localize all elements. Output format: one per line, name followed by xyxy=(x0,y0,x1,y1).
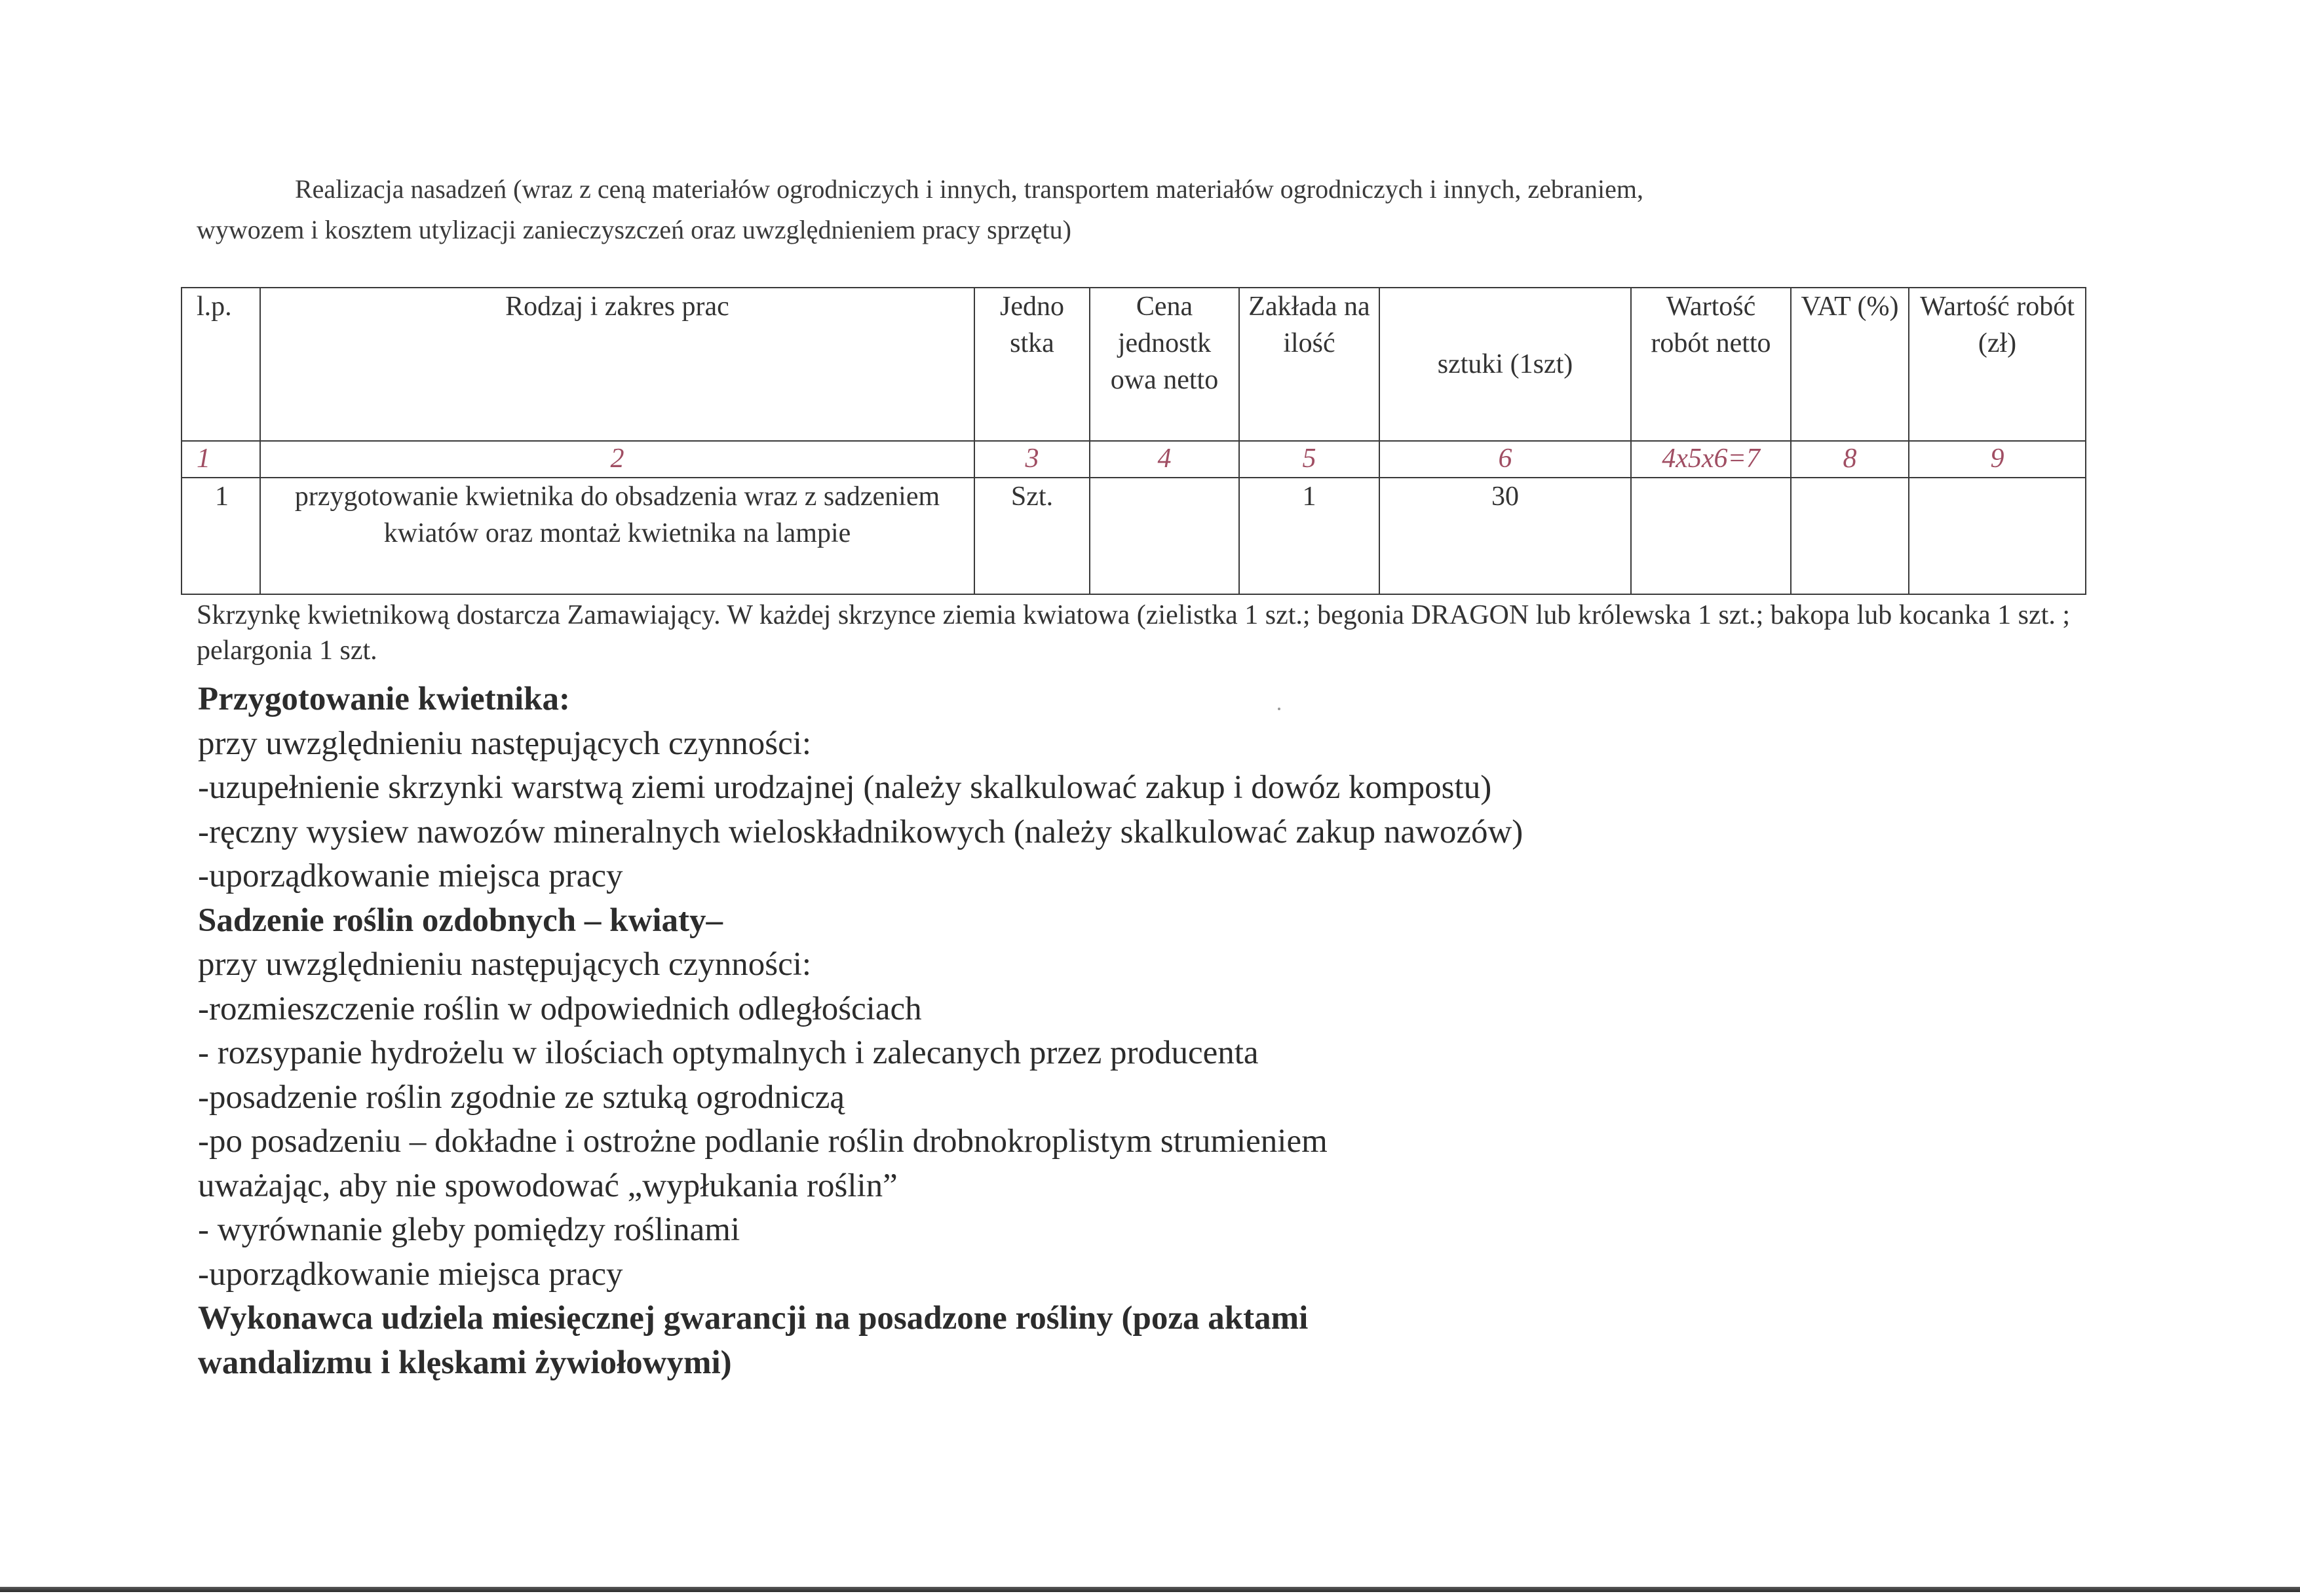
table-header-row xyxy=(182,288,2086,441)
scan-speck xyxy=(1278,708,1280,710)
column-number: 9 xyxy=(1909,441,2086,478)
list-item: -ręczny wysiew nawozów mineralnych wieloskładnikowych (należy skalkulować zakup nawozów) xyxy=(198,813,1524,850)
column-number-row xyxy=(182,441,2086,478)
prep-heading: Przygotowanie kwietnika: xyxy=(198,681,571,717)
row-wartosc-zl xyxy=(1909,478,2086,594)
header-cena: Cena jednostk owa netto xyxy=(1090,288,1239,441)
row-vat xyxy=(1791,478,1909,594)
column-number: 4x5x6=7 xyxy=(1631,441,1791,478)
column-number: 8 xyxy=(1791,441,1909,478)
intro-line-2: wywozem i kosztem utylizacji zanieczyszczeń oraz uwzględnieniem pracy sprzętu) xyxy=(197,215,1071,244)
header-vat: VAT (%) xyxy=(1791,288,1909,441)
guarantee-line-2: wandalizmu i klęskami żywiołowymi) xyxy=(198,1344,732,1381)
list-item: -posadzenie roślin zgodnie ze sztuką ogrodniczą xyxy=(198,1078,845,1116)
list-item: -uzupełnienie skrzynki warstwą ziemi urodzajnej (należy skalkulować zakup i dowóz kompostu) xyxy=(198,769,1492,806)
row-lp: 1 xyxy=(182,478,260,594)
column-number: 1 xyxy=(182,441,260,478)
column-number: 2 xyxy=(260,441,974,478)
row-cena xyxy=(1090,478,1239,594)
list-item: - wyrównanie gleby pomiędzy roślinami xyxy=(198,1211,740,1248)
list-item: -uporządkowanie miejsca pracy xyxy=(198,1255,623,1293)
table-row xyxy=(182,478,2086,594)
header-zaklada: Zakłada na ilość xyxy=(1239,288,1379,441)
header-rodzaj: Rodzaj i zakres prac xyxy=(260,288,974,441)
row-rodzaj: przygotowanie kwietnika do obsadzenia wraz z sadzeniem kwiatów oraz montaż kwietnika na lampie xyxy=(260,478,974,594)
header-wartosc-netto: Wartość robót netto xyxy=(1631,288,1791,441)
prep-intro: przy uwzględnieniu następujących czynności: xyxy=(198,725,812,762)
plant-heading: Sadzenie roślin ozdobnych – kwiaty– xyxy=(198,902,723,939)
plant-intro: przy uwzględnieniu następujących czynności: xyxy=(198,946,812,983)
column-number: 4 xyxy=(1090,441,1239,478)
header-lp: l.p. xyxy=(182,288,260,441)
column-number: 6 xyxy=(1379,441,1631,478)
header-sztuki: sztuki (1szt) xyxy=(1379,288,1631,441)
guarantee-line-1: Wykonawca udziela miesięcznej gwarancji na posadzone rośliny (poza aktami xyxy=(198,1300,1309,1337)
header-jednostka: Jedno stka xyxy=(974,288,1090,441)
intro-paragraph xyxy=(197,169,2097,250)
list-item: -po posadzeniu – dokładne i ostrożne podlanie roślin drobnokroplistym strumieniem xyxy=(198,1123,1328,1160)
row-wartosc-netto xyxy=(1631,478,1791,594)
row-sztuki: 30 xyxy=(1379,478,1631,594)
list-item: -uporządkowanie miejsca pracy xyxy=(198,858,623,894)
header-wartosc-zl: Wartość robót (zł) xyxy=(1909,288,2086,441)
works-table xyxy=(181,287,2086,595)
supply-note: Skrzynkę kwietnikową dostarcza Zamawiający. W każdej skrzynce ziemia kwiatowa (zielistka 1 szt.; begonia DRAGON lub królewska 1 szt.; bakopa lub kocanka 1 szt. ; pelargonia 1 szt. xyxy=(197,600,2070,666)
list-item: uważając, aby nie spowodować „wypłukania roślin” xyxy=(198,1167,898,1204)
intro-line-1: Realizacja nasadzeń (wraz z ceną materiałów ogrodniczych i innych, transportem materiałów ogrodniczych i innych, zebraniem, xyxy=(295,174,1643,204)
scan-edge-line xyxy=(0,1587,2300,1592)
list-item: -rozmieszczenie roślin w odpowiednich odległościach xyxy=(198,990,922,1027)
work-description xyxy=(198,677,2098,1385)
row-zaklada: 1 xyxy=(1239,478,1379,594)
column-number: 3 xyxy=(974,441,1090,478)
row-jednostka: Szt. xyxy=(974,478,1090,594)
list-item: - rozsypanie hydrożelu w ilościach optymalnych i zalecanych przez producenta xyxy=(198,1035,1259,1071)
column-number: 5 xyxy=(1239,441,1379,478)
